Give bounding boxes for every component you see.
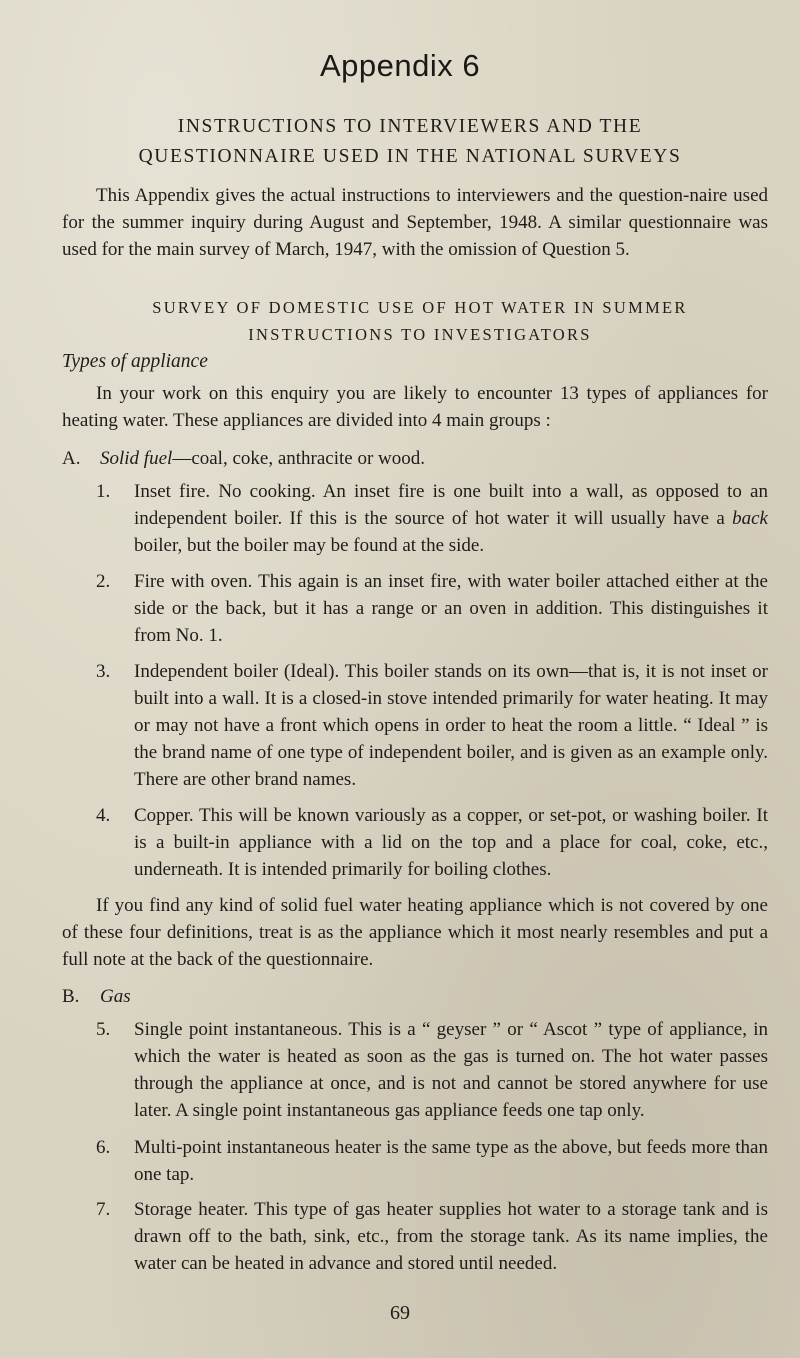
appliance-item-2 xyxy=(96,568,768,649)
appendix-label: Appendix 6 xyxy=(319,48,481,83)
item-title: Copper. xyxy=(134,805,194,826)
page-title xyxy=(40,112,780,172)
appliance-item-3 xyxy=(96,658,768,793)
group-a-heading xyxy=(62,448,768,470)
group-b-title: Gas xyxy=(100,986,131,1007)
page-title-line-1: INSTRUCTIONS TO INTERVIEWERS AND THE xyxy=(177,116,643,137)
appliance-item-1 xyxy=(96,478,768,559)
item-title: Inset fire. xyxy=(134,481,211,502)
item-title: Multi-point instantaneous heater xyxy=(134,1137,382,1158)
section-heading: Types of appliance xyxy=(62,351,208,372)
appliance-item-4 xyxy=(96,802,768,883)
item-number: 3. xyxy=(96,661,111,682)
item-text: This boiler stands on its own—that is, it is not inset or built into a wall. It is a closed-in stove intended primarily for water heating. It may or may not have a front which opens in order to heat the room a little. “ Ideal ” is the brand name of one type of independent boiler, and is given as an example only. There are other brand names. xyxy=(134,661,768,790)
group-b-letter: B. xyxy=(62,986,80,1007)
item-title: Independent boiler (Ideal). xyxy=(134,661,340,682)
group-a-letter: A. xyxy=(62,448,81,469)
appliance-item-5 xyxy=(96,1016,768,1124)
item-text-part: No cooking. An inset fire is one built into a wall, as opposed to an independent boiler. If this is the source of hot water it will usually have a xyxy=(134,481,768,529)
item-text: This will be known variously as a copper, or set-pot, or washing boiler. It is a built-in appliance with a lid on the top and a place for coal, coke, etc., underneath. It is intended primarily for boiling clothes. xyxy=(134,805,768,880)
page-title-line-2: QUESTIONNAIRE USED IN THE NATIONAL SURVEYS xyxy=(138,146,682,167)
item-text: This type of gas heater supplies hot water to a storage tank and is drawn off to the bath, sink, etc., from the storage tank. As its name implies, the water can be heated in advance and stored until needed. xyxy=(134,1199,768,1274)
item-title: Storage heater. xyxy=(134,1199,249,1220)
appliance-item-6 xyxy=(96,1134,768,1188)
intro-paragraph: This Appendix gives the actual instructions to interviewers and the question-naire used for the summer inquiry during August and September, 1948. A similar questionnaire was used for the main survey of March, 1947, with the omission of Question 5. xyxy=(62,185,768,260)
item-number: 2. xyxy=(96,571,111,592)
item-text: This is a “ geyser ” or “ Ascot ” type of appliance, in which the water is heated as soon as the gas is turned on. The hot water passes through the appliance at once, and is not and cannot be stored anywhere for use later. A single point instantaneous gas appliance feeds one tap only. xyxy=(134,1019,768,1121)
survey-title: SURVEY OF DOMESTIC USE OF HOT WATER IN SUMMER xyxy=(152,298,688,317)
item-text-part: boiler, but the boiler may be found at the side. xyxy=(134,535,485,556)
item-title: Fire with oven. xyxy=(134,571,253,592)
solid-fuel-note: If you find any kind of solid fuel water heating appliance which is not covered by one of these four definitions, treat is as the appliance which it most nearly resembles and put a full note at the back of the questionnaire. xyxy=(62,895,768,970)
item-text: is the same type as the above, but feeds more than one tap. xyxy=(134,1137,768,1185)
item-number: 6. xyxy=(96,1137,111,1158)
item-number: 4. xyxy=(96,805,111,826)
item-title: Single point instantaneous. xyxy=(134,1019,343,1040)
item-number: 1. xyxy=(96,481,111,502)
item-text: This again is an inset fire, with water boiler attached either at the side or the back, but it has a range or an oven in addition. This distinguishes it from No. 1. xyxy=(134,571,768,646)
survey-subtitle: INSTRUCTIONS TO INVESTIGATORS xyxy=(248,325,592,344)
group-a-title: Solid fuel xyxy=(100,448,173,469)
section-intro-paragraph: In your work on this enquiry you are likely to encounter 13 types of appliances for heating water. These appliances are divided into 4 main groups : xyxy=(62,383,768,431)
item-number: 7. xyxy=(96,1199,111,1220)
group-a-description: —coal, coke, anthracite or wood. xyxy=(172,448,426,469)
item-number: 5. xyxy=(96,1019,111,1040)
appliance-item-7 xyxy=(96,1196,768,1277)
group-b-heading xyxy=(62,986,768,1008)
page-number: 69 xyxy=(390,1302,410,1324)
survey-heading xyxy=(100,294,740,348)
item-emphasis: back xyxy=(732,508,768,529)
